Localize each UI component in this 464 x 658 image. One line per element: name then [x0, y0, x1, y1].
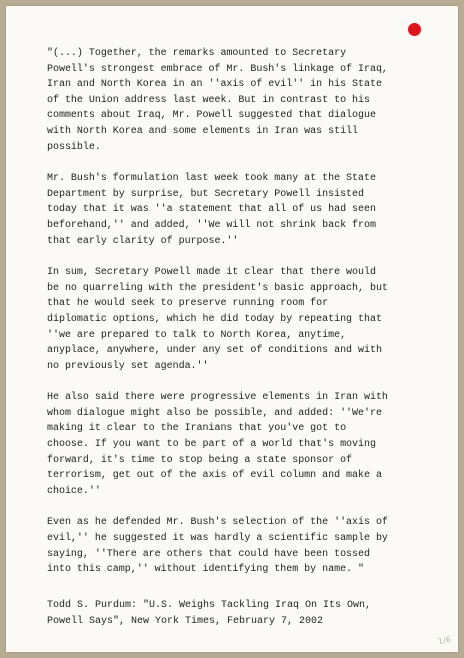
pencil-annotation: 1/6: [437, 634, 452, 647]
paper-sheet: [6, 6, 458, 652]
paragraph-2: Mr. Bush's formulation last week took many at the State Department by surprise, but Secretary Powell insisted today that it was ''a statement that all of us had seen beforehand,'' and added, ''We will not shrink back from that early clarity of purpose.'': [47, 173, 376, 247]
paragraph-3: In sum, Secretary Powell made it clear that there would be no quarreling with the president's basic approach, but that he would seek to preserve running room for diplomatic options, which he did today by repeating that ''we are prepared to talk to North Korea, anytime, anyplace, anywhere, under any set of conditions and with no previously set agenda.'': [47, 267, 388, 372]
red-dot-mark: [408, 23, 421, 36]
citation: Todd S. Purdum: "U.S. Weighs Tackling Iraq On Its Own, Powell Says", New York Times, February 7, 2002: [47, 600, 372, 627]
document-body: [47, 46, 427, 594]
paragraph-4: He also said there were progressive elements in Iran with whom dialogue might also be possible, and added: ''We're making it clear to the Iranians that you've got to choose. If you want to be part of a world that's moving forward, it's time to stop being a state sponsor of terrorism, get out of the axis of evil column and make a choice.'': [47, 392, 388, 497]
paragraph-5: Even as he defended Mr. Bush's selection of the ''axis of evil,'' he suggested it was hardly a scientific sample by saying, ''There are others that could have been tossed into this camp,'' without identifying them by name. ": [47, 517, 388, 576]
paragraph-1: "(...) Together, the remarks amounted to Secretary Powell's strongest embrace of Mr. Bush's linkage of Iraq, Iran and North Korea in an ''axis of evil'' in his State of the Union address last week. But in contrast to his comments about Iraq, Mr. Powell suggested that dialogue with North Korea and some elements in Iran was still possible.: [47, 48, 388, 153]
